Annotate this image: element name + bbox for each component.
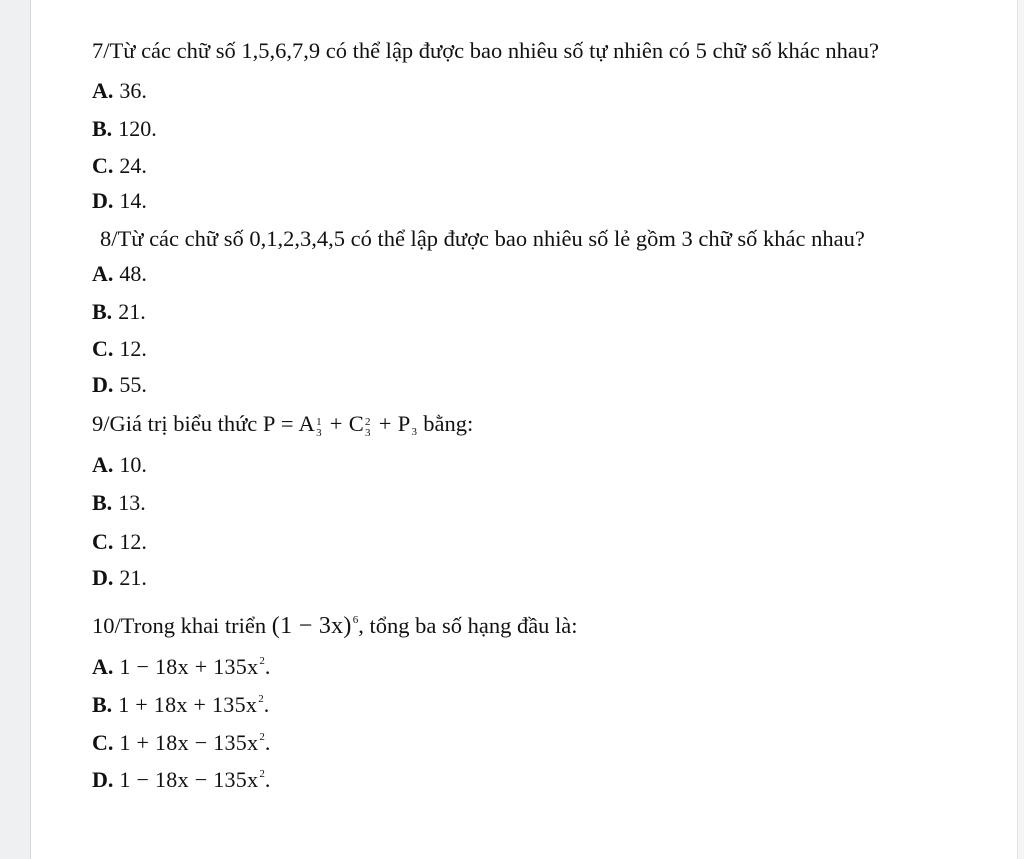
question-7-option-c: [92, 153, 147, 179]
option-end: .: [263, 692, 270, 717]
option-text: 1 + 18x + 135x: [118, 692, 258, 717]
stem-prefix: 9/Giá trị biểu thức: [92, 411, 258, 436]
option-text: 14.: [119, 188, 147, 213]
question-7-option-b: [92, 116, 157, 142]
question-9-option-a: [92, 452, 147, 478]
option-exponent: 2: [258, 693, 264, 705]
option-text: 21.: [119, 565, 147, 590]
expansion-exponent: 6: [352, 614, 359, 626]
option-exponent: 2: [259, 731, 265, 743]
expansion-base: (1 − 3x): [271, 613, 352, 639]
formula-eq: =: [274, 411, 299, 436]
option-text: 36.: [119, 78, 147, 103]
stem-suffix: bằng:: [423, 411, 474, 436]
question-8-option-d: [92, 372, 147, 398]
question-8-option-b: [92, 299, 146, 325]
question-10-option-b: [92, 686, 269, 718]
formula-a: A: [298, 411, 316, 436]
option-text: 10.: [119, 452, 147, 477]
question-8-option-a: [92, 261, 147, 287]
formula-c-indices: [365, 417, 371, 439]
option-letter: A.: [92, 78, 114, 103]
question-8-option-c: [92, 336, 147, 362]
option-letter: D.: [92, 188, 114, 213]
option-text: 48.: [119, 261, 147, 286]
question-7-option-d: [92, 188, 147, 214]
formula-p: P: [262, 411, 275, 436]
formula-a-sub: 3: [316, 427, 322, 439]
formula-c-sub: 3: [365, 427, 371, 439]
formula-c-sup: 2: [365, 416, 371, 428]
option-letter: C.: [92, 730, 114, 755]
scrollbar-track[interactable]: [1017, 0, 1024, 859]
formula-a-sup: 1: [316, 416, 322, 428]
formula-plus-1: +: [323, 411, 349, 436]
formula-pp: P: [397, 411, 411, 436]
option-letter: C.: [92, 336, 114, 361]
stem-suffix: , tổng ba số hạng đầu là:: [358, 613, 578, 638]
option-letter: B.: [92, 490, 113, 515]
option-text: 24.: [119, 153, 147, 178]
question-9-option-b: [92, 490, 146, 516]
stem-prefix: 10/Trong khai triển: [92, 613, 267, 638]
question-10-option-a: [92, 648, 270, 680]
option-end: .: [264, 767, 271, 792]
option-text: 55.: [119, 372, 147, 397]
option-letter: B.: [92, 116, 113, 141]
option-text: 120.: [118, 116, 157, 141]
option-letter: D.: [92, 767, 114, 792]
question-10-option-c: [92, 724, 270, 756]
option-exponent: 2: [259, 655, 265, 667]
formula-c: C: [348, 411, 365, 436]
option-text: 12.: [119, 529, 147, 554]
formula: [262, 411, 423, 439]
question-9-option-c: [92, 529, 147, 555]
option-letter: A.: [92, 452, 114, 477]
option-exponent: 2: [259, 768, 265, 780]
option-letter: B.: [92, 692, 113, 717]
formula-pp-sub: 3: [411, 426, 418, 438]
option-text: 13.: [118, 490, 146, 515]
option-letter: C.: [92, 529, 114, 554]
question-10-stem: [92, 607, 578, 639]
question-7-stem: 7/Từ các chữ số 1,5,6,7,9 có thể lập được bao nhiêu số tự nhiên có 5 chữ số khác nhau?: [92, 38, 880, 63]
option-letter: B.: [92, 299, 113, 324]
option-text: 1 + 18x − 135x: [119, 730, 259, 755]
question-7-option-a: [92, 78, 147, 104]
formula-a-indices: [316, 417, 322, 439]
left-margin-strip: [0, 0, 31, 859]
question-9-stem: [92, 411, 473, 445]
option-text: 12.: [119, 336, 147, 361]
question-8-stem: 8/Từ các chữ số 0,1,2,3,4,5 có thể lập được bao nhiêu số lẻ gồm 3 chữ số khác nhau?: [100, 226, 865, 251]
option-text: 21.: [118, 299, 146, 324]
option-end: .: [264, 654, 271, 679]
option-text: 1 − 18x − 135x: [119, 767, 259, 792]
option-letter: A.: [92, 261, 114, 286]
question-10-option-d: [92, 761, 270, 793]
option-letter: D.: [92, 372, 114, 397]
option-text: 1 − 18x + 135x: [119, 654, 259, 679]
question-9-option-d: [92, 565, 147, 591]
option-letter: D.: [92, 565, 114, 590]
option-letter: C.: [92, 153, 114, 178]
option-letter: A.: [92, 654, 114, 679]
formula-plus-2: +: [372, 411, 398, 436]
option-end: .: [264, 730, 271, 755]
